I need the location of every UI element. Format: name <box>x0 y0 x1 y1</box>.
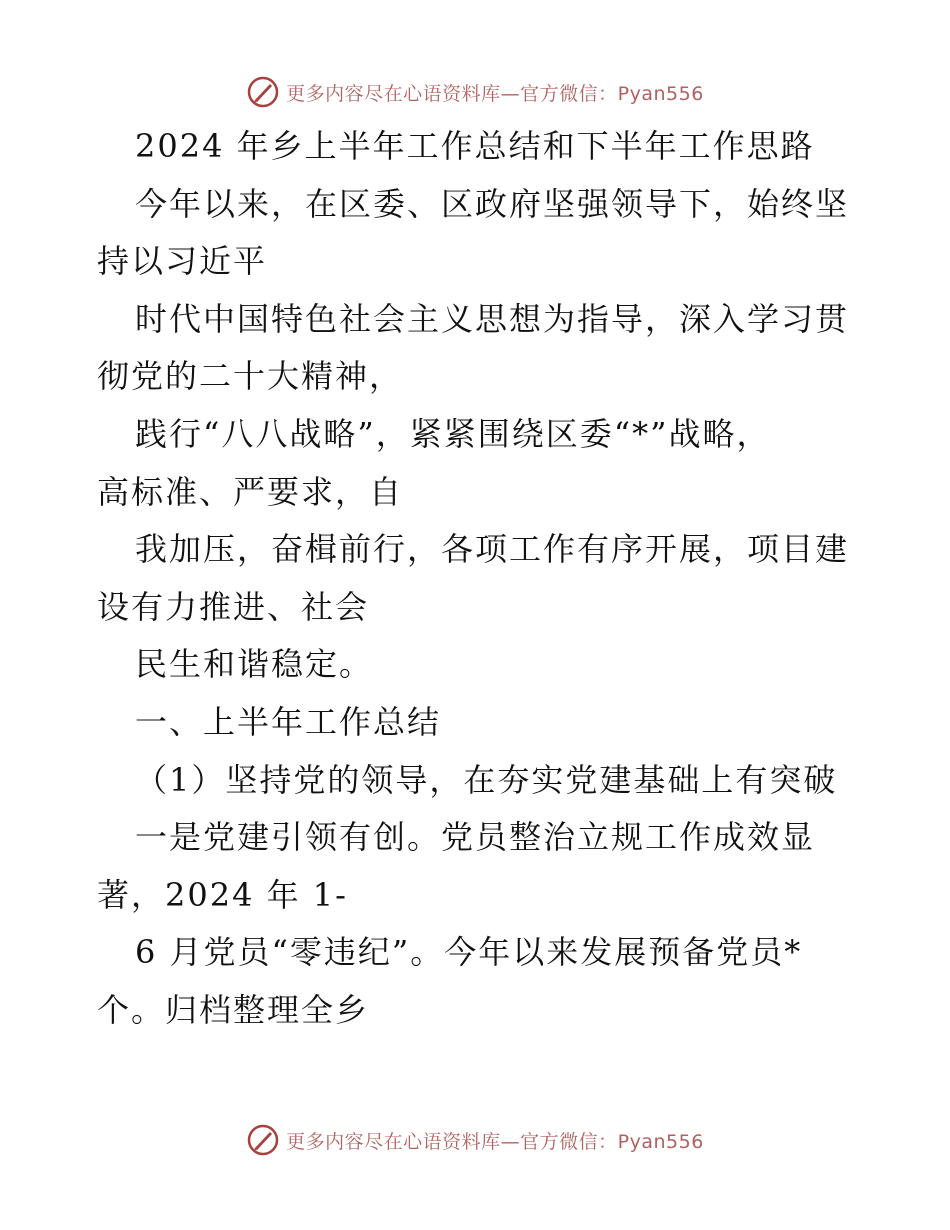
text-line: 设有力推进、社会 <box>97 587 370 626</box>
text-line: 一是党建引领有创。党员整治立规工作成效显 <box>135 818 816 857</box>
watermark-text: 更多内容尽在心语资料库—官方微信：Pyan556 <box>286 82 704 105</box>
text-line: 民生和谐稳定。 <box>135 645 374 684</box>
text-line: 2024 年乡上半年工作总结和下半年工作思路 <box>135 127 815 165</box>
text-line: 高标准、严要求，自 <box>97 472 404 511</box>
text-line: 今年以来，在区委、区政府坚强领导下，始终坚 <box>135 184 850 223</box>
document-body <box>97 118 857 1040</box>
text-line: 一、上半年工作总结 <box>135 702 442 741</box>
text-line: 6 月党员“零违纪”。今年以来发展预备党员* <box>135 933 803 972</box>
text-line: 彻党的二十大精神， <box>97 357 404 396</box>
text-line: 践行“八八战略”，紧紧围绕区委“*”战略， <box>135 414 771 453</box>
watermark-footer <box>0 1120 950 1160</box>
text-line: 我加压，奋楫前行，各项工作有序开展，项目建 <box>135 530 850 569</box>
quill-pen-logo-icon <box>246 75 280 109</box>
text-line: 持以习近平 <box>97 242 268 281</box>
watermark-text: 更多内容尽在心语资料库—官方微信：Pyan556 <box>286 1130 704 1153</box>
quill-pen-logo-icon <box>246 1123 280 1157</box>
text-line: 时代中国特色社会主义思想为指导，深入学习贯 <box>135 299 850 338</box>
watermark-header <box>0 72 950 112</box>
text-line: 个。归档整理全乡 <box>97 990 370 1029</box>
text-line: （1）坚持党的领导，在夯实党建基础上有突破 <box>135 760 838 799</box>
text-line: 著，2024 年 1- <box>97 875 348 914</box>
